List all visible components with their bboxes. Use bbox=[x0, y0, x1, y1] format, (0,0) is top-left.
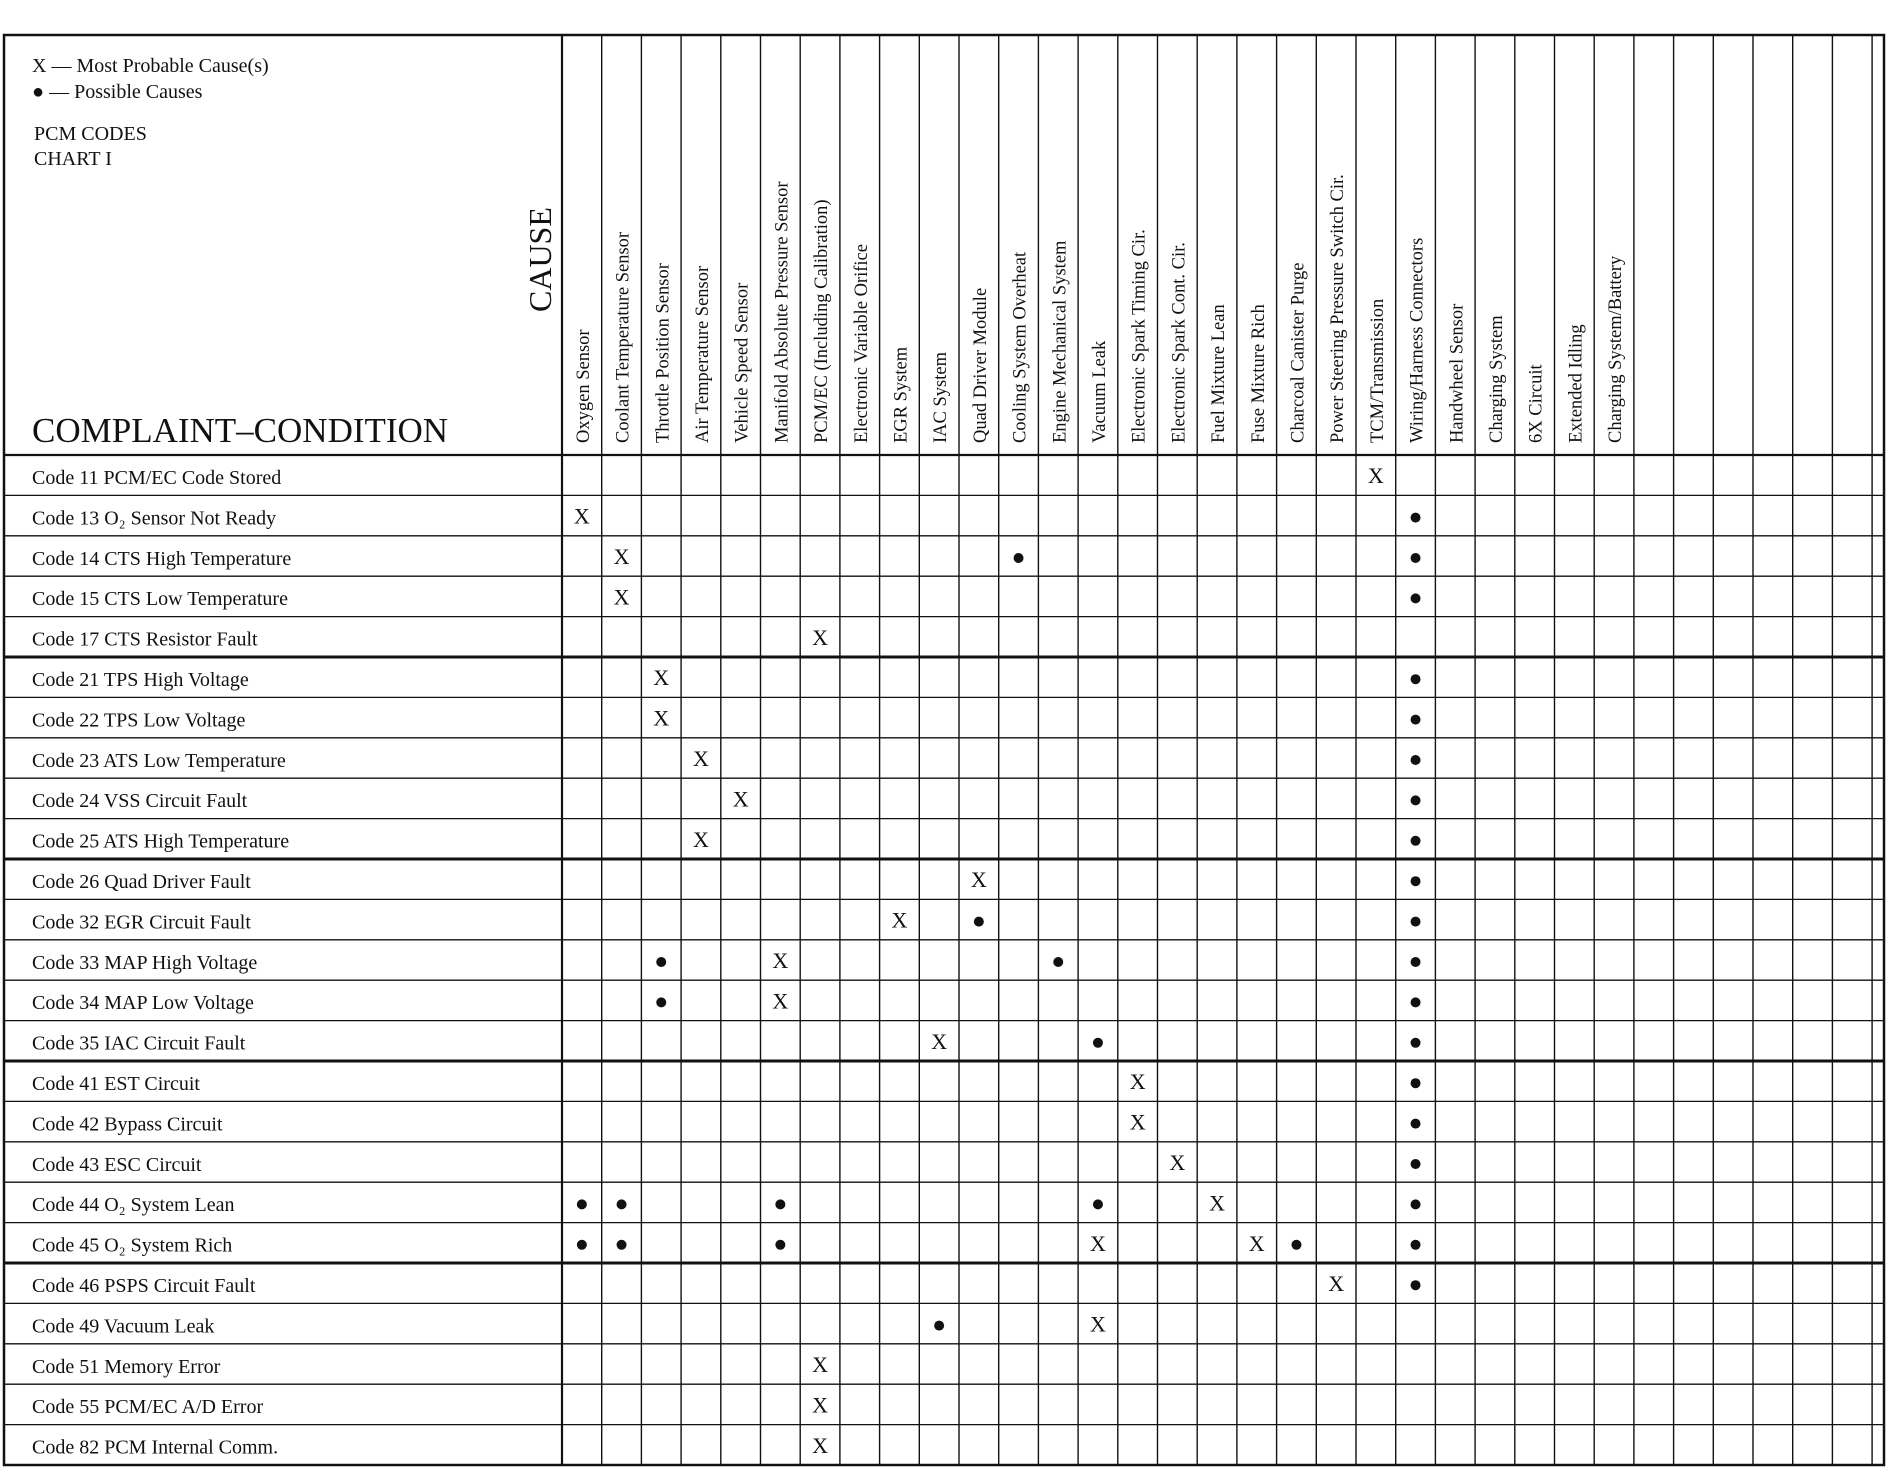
complaint-row-label: Code 42 Bypass Circuit bbox=[32, 1113, 223, 1136]
possible-cause-dot bbox=[656, 997, 666, 1007]
possible-cause-dot bbox=[1014, 553, 1024, 563]
cause-label-engine-mechanical-system: Engine Mechanical System bbox=[1050, 240, 1071, 443]
most-probable-mark: X bbox=[1129, 1109, 1146, 1135]
most-probable-mark: X bbox=[1209, 1190, 1225, 1216]
possible-cause-dot bbox=[577, 1240, 587, 1250]
possible-cause-dot bbox=[1411, 1119, 1421, 1129]
most-probable-mark: X bbox=[1169, 1150, 1186, 1175]
complaint-row-label: Code 13 O₂ Sensor Not Ready bbox=[32, 507, 277, 530]
possible-cause-dot bbox=[577, 1199, 587, 1209]
cause-label-power-steering-pressure-switch-cir: Power Steering Pressure Switch Cir. bbox=[1328, 174, 1349, 443]
cause-column-labels bbox=[574, 174, 1626, 443]
complaint-row-label: Code 24 VSS Circuit Fault bbox=[32, 790, 248, 813]
complaint-row-label: Code 11 PCM/EC Code Stored bbox=[32, 467, 282, 489]
possible-cause-dot bbox=[1053, 957, 1063, 967]
most-probable-mark: X bbox=[613, 544, 630, 569]
complaint-row-label: Code 49 Vacuum Leak bbox=[32, 1315, 215, 1338]
cause-label-fuel-mixture-lean: Fuel Mixture Lean bbox=[1209, 304, 1230, 443]
possible-cause-dot bbox=[1411, 795, 1421, 805]
possible-cause-dot bbox=[1411, 997, 1421, 1007]
complaint-row-label: Code 33 MAP High Voltage bbox=[32, 951, 258, 974]
cause-marks bbox=[574, 463, 1421, 1458]
possible-cause-dot bbox=[1411, 1280, 1421, 1290]
complaint-row-label: Code 44 O₂ System Lean bbox=[32, 1194, 235, 1217]
most-probable-mark: X bbox=[653, 705, 670, 731]
complaint-row-label: Code 25 ATS High Temperature bbox=[32, 830, 290, 853]
complaint-row-label: Code 82 PCM Internal Comm. bbox=[32, 1436, 279, 1459]
possible-cause-dot bbox=[1411, 553, 1421, 563]
most-probable-mark: X bbox=[1090, 1230, 1106, 1256]
most-probable-mark: X bbox=[772, 988, 789, 1014]
complaint-row-label: Code 46 PSPS Circuit Fault bbox=[32, 1275, 256, 1297]
possible-cause-dot bbox=[974, 917, 984, 927]
most-probable-mark: X bbox=[970, 867, 987, 893]
cause-label-6x-circuit: 6X Circuit bbox=[1526, 364, 1547, 443]
possible-cause-dot bbox=[1411, 755, 1421, 765]
most-probable-mark: X bbox=[1328, 1271, 1345, 1297]
cause-label-electronic-spark-timing-cir: Electronic Spark Timing Cir. bbox=[1129, 229, 1150, 443]
complaint-row-label: Code 51 Memory Error bbox=[32, 1355, 221, 1378]
possible-cause-dot bbox=[1411, 917, 1421, 927]
cause-label-manifold-absolute-pressure-sensor: Manifold Absolute Pressure Sensor bbox=[772, 181, 793, 443]
complaint-row-label: Code 22 TPS Low Voltage bbox=[32, 709, 246, 732]
grid-lines bbox=[4, 35, 1884, 1465]
possible-cause-dot bbox=[1411, 593, 1421, 603]
possible-cause-dot bbox=[1411, 513, 1421, 523]
possible-cause-dot bbox=[1411, 836, 1421, 846]
cause-label-tcm-transmission: TCM/Transmission bbox=[1367, 298, 1388, 443]
chart-title-line2: CHART I bbox=[34, 148, 112, 170]
cause-label-oxygen-sensor: Oxygen Sensor bbox=[573, 329, 594, 443]
cause-label-vehicle-speed-sensor: Vehicle Speed Sensor bbox=[732, 282, 753, 443]
complaint-row-label: Code 26 Quad Driver Fault bbox=[32, 871, 251, 893]
cause-header: CAUSE bbox=[522, 207, 558, 312]
most-probable-mark: X bbox=[653, 665, 670, 691]
cause-label-charging-system-battery: Charging System/Battery bbox=[1606, 255, 1627, 443]
legend bbox=[32, 55, 269, 170]
possible-cause-dot bbox=[617, 1240, 627, 1250]
complaint-condition-header: COMPLAINT–CONDITION bbox=[32, 411, 449, 450]
cause-label-electronic-variable-orifice: Electronic Variable Orifice bbox=[851, 244, 872, 443]
outer-border bbox=[4, 35, 1884, 1465]
cause-label-egr-system: EGR System bbox=[891, 346, 912, 443]
most-probable-mark: X bbox=[772, 948, 789, 973]
cause-label-cooling-system-overheat: Cooling System Overheat bbox=[1010, 251, 1031, 443]
possible-cause-dot bbox=[1411, 1199, 1421, 1209]
most-probable-mark: X bbox=[693, 826, 709, 852]
possible-cause-dot bbox=[775, 1240, 785, 1250]
most-probable-mark: X bbox=[812, 1392, 828, 1418]
most-probable-mark: X bbox=[1367, 463, 1384, 489]
possible-cause-dot bbox=[1411, 674, 1421, 684]
possible-cause-dot bbox=[1291, 1240, 1301, 1250]
possible-cause-dot bbox=[1093, 1199, 1103, 1209]
most-probable-mark: X bbox=[891, 907, 908, 933]
cause-label-throttle-position-sensor: Throttle Position Sensor bbox=[653, 263, 674, 443]
possible-cause-dot bbox=[1411, 957, 1421, 967]
cause-label-charging-system: Charging System bbox=[1486, 315, 1507, 443]
most-probable-mark: X bbox=[1129, 1069, 1146, 1095]
cause-label-handwheel-sensor: Handwheel Sensor bbox=[1447, 303, 1468, 443]
most-probable-mark: X bbox=[732, 786, 749, 812]
cause-label-coolant-temperature-sensor: Coolant Temperature Sensor bbox=[613, 231, 634, 443]
possible-cause-dot bbox=[1411, 876, 1421, 886]
complaint-row-label: Code 35 IAC Circuit Fault bbox=[32, 1032, 246, 1055]
possible-cause-dot bbox=[617, 1199, 627, 1209]
complaint-row-label: Code 41 EST Circuit bbox=[32, 1073, 200, 1095]
possible-cause-dot bbox=[1411, 1038, 1421, 1048]
complaint-row-label: Code 21 TPS High Voltage bbox=[32, 669, 249, 691]
cause-label-iac-system: IAC System bbox=[931, 352, 952, 443]
possible-cause-dot bbox=[934, 1321, 944, 1331]
cause-label-fuse-mixture-rich: Fuse Mixture Rich bbox=[1248, 304, 1269, 443]
possible-cause-dot bbox=[1411, 1078, 1421, 1088]
cause-label-pcm-ec-including-calibration: PCM/EC (Including Calibration) bbox=[812, 199, 833, 443]
complaint-row-label: Code 14 CTS High Temperature bbox=[32, 547, 292, 570]
legend-most-probable: X — Most Probable Cause(s) bbox=[32, 55, 269, 77]
most-probable-mark: X bbox=[573, 503, 590, 529]
possible-cause-dot bbox=[656, 957, 666, 967]
possible-cause-dot bbox=[1411, 1159, 1421, 1169]
cause-label-air-temperature-sensor: Air Temperature Sensor bbox=[692, 265, 713, 443]
possible-cause-dot bbox=[1411, 1240, 1421, 1250]
complaint-row-labels bbox=[32, 467, 291, 1459]
most-probable-mark: X bbox=[613, 584, 630, 610]
complaint-row-label: Code 17 CTS Resistor Fault bbox=[32, 628, 258, 651]
possible-cause-dot bbox=[1093, 1038, 1103, 1048]
complaint-row-label: Code 45 O₂ System Rich bbox=[32, 1234, 233, 1257]
most-probable-mark: X bbox=[931, 1028, 948, 1054]
cause-label-wiring-harness-connectors: Wiring/Harness Connectors bbox=[1407, 237, 1428, 443]
most-probable-mark: X bbox=[812, 1432, 828, 1458]
complaint-row-label: Code 43 ESC Circuit bbox=[32, 1153, 202, 1176]
most-probable-mark: X bbox=[1248, 1230, 1265, 1256]
complaint-row-label: Code 34 MAP Low Voltage bbox=[32, 992, 254, 1015]
cause-label-charcoal-canister-purge: Charcoal Canister Purge bbox=[1288, 262, 1309, 443]
complaint-row-label: Code 55 PCM/EC A/D Error bbox=[32, 1396, 264, 1419]
most-probable-mark: X bbox=[812, 1352, 828, 1377]
cause-label-extended-idling: Extended Idling bbox=[1566, 324, 1587, 443]
legend-possible: ● — Possible Causes bbox=[32, 81, 203, 103]
cause-label-electronic-spark-cont-cir: Electronic Spark Cont. Cir. bbox=[1169, 242, 1190, 443]
most-probable-mark: X bbox=[693, 746, 709, 771]
complaint-row-label: Code 23 ATS Low Temperature bbox=[32, 749, 286, 772]
most-probable-mark: X bbox=[1090, 1311, 1106, 1337]
most-probable-mark: X bbox=[812, 624, 828, 650]
possible-cause-dot bbox=[775, 1199, 785, 1209]
chart-title-line1: PCM CODES bbox=[34, 123, 147, 145]
chart-frame bbox=[4, 35, 1884, 1465]
possible-cause-dot bbox=[1411, 715, 1421, 725]
cause-label-quad-driver-module: Quad Driver Module bbox=[970, 287, 991, 443]
complaint-row-label: Code 15 CTS Low Temperature bbox=[32, 588, 288, 611]
complaint-row-label: Code 32 EGR Circuit Fault bbox=[32, 911, 251, 934]
cause-label-vacuum-leak: Vacuum Leak bbox=[1089, 340, 1110, 443]
